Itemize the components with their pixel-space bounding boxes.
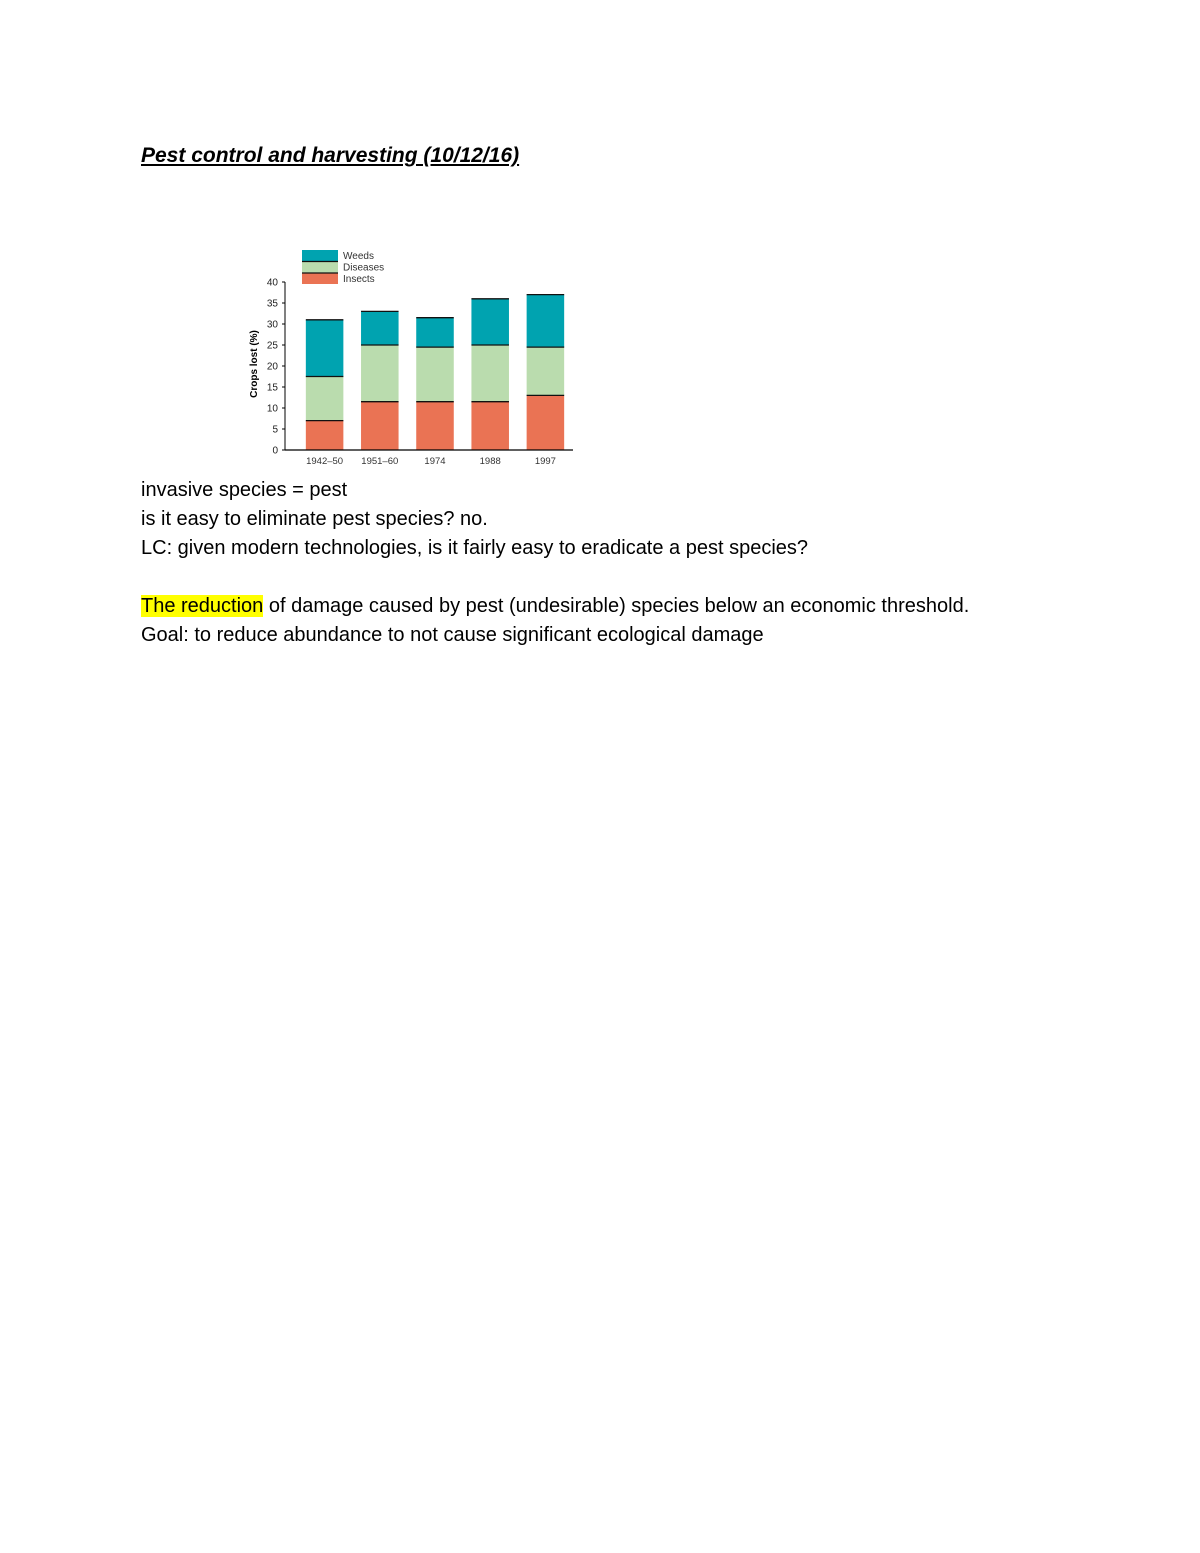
note-line: LC: given modern technologies, is it fairly easy to eradicate a pest species? (141, 537, 809, 559)
y-tick-label: 5 (272, 424, 278, 436)
bar-weeds-2 (416, 318, 454, 347)
bar-diseases-1 (361, 345, 399, 402)
paragraph-gap (141, 563, 1141, 592)
y-tick-label: 15 (266, 382, 278, 394)
y-axis-label: Crops lost (%) (249, 330, 260, 398)
legend-swatch-insects (302, 273, 338, 284)
x-tick-label: 1974 (424, 456, 446, 467)
legend-label-insects: Insects (343, 274, 375, 285)
page-title: Pest control and harvesting (10/12/16) (141, 144, 520, 167)
goal-line: Goal: to reduce abundance to not cause significant ecological damage (141, 624, 764, 646)
highlighted-term: The reduction (141, 595, 264, 617)
bar-insects-3 (471, 402, 509, 450)
y-tick-label: 30 (266, 319, 278, 331)
bar-weeds-3 (471, 299, 509, 345)
legend-swatch-weeds (302, 250, 338, 261)
x-tick-label: 1997 (534, 456, 556, 467)
note-line: is it easy to eliminate pest species? no. (141, 508, 488, 530)
bar-diseases-2 (416, 347, 454, 402)
y-tick-label: 10 (266, 403, 278, 415)
definition-line (141, 592, 1141, 621)
y-tick-label: 0 (272, 445, 278, 457)
bar-diseases-3 (471, 345, 509, 402)
bar-insects-4 (527, 395, 565, 450)
bar-insects-0 (306, 421, 344, 450)
bar-insects-2 (416, 402, 454, 450)
bar-weeds-0 (306, 320, 344, 377)
notes-body (141, 476, 1141, 650)
bar-weeds-4 (527, 295, 565, 348)
note-line: invasive species = pest (141, 479, 348, 501)
crop-loss-chart (240, 244, 580, 470)
y-tick-label: 25 (266, 340, 278, 352)
bar-diseases-4 (527, 347, 565, 395)
bar-diseases-0 (306, 377, 344, 421)
x-tick-label: 1942–50 (306, 456, 344, 467)
y-tick-label: 20 (266, 361, 278, 373)
bar-insects-1 (361, 402, 399, 450)
definition-text: of damage caused by pest (undesirable) species below an economic threshold. (263, 595, 970, 617)
y-axis (267, 278, 285, 457)
legend-label-weeds: Weeds (343, 251, 374, 262)
legend-swatch-diseases (302, 262, 338, 273)
chart-legend (302, 250, 384, 285)
x-tick-label: 1951–60 (361, 456, 399, 467)
y-tick-label: 35 (266, 298, 278, 310)
y-tick-label: 40 (266, 277, 278, 289)
bar-weeds-1 (361, 311, 399, 345)
x-axis (285, 450, 573, 467)
legend-label-diseases: Diseases (343, 262, 385, 274)
chart-bars (306, 295, 564, 450)
x-tick-label: 1988 (479, 456, 501, 467)
